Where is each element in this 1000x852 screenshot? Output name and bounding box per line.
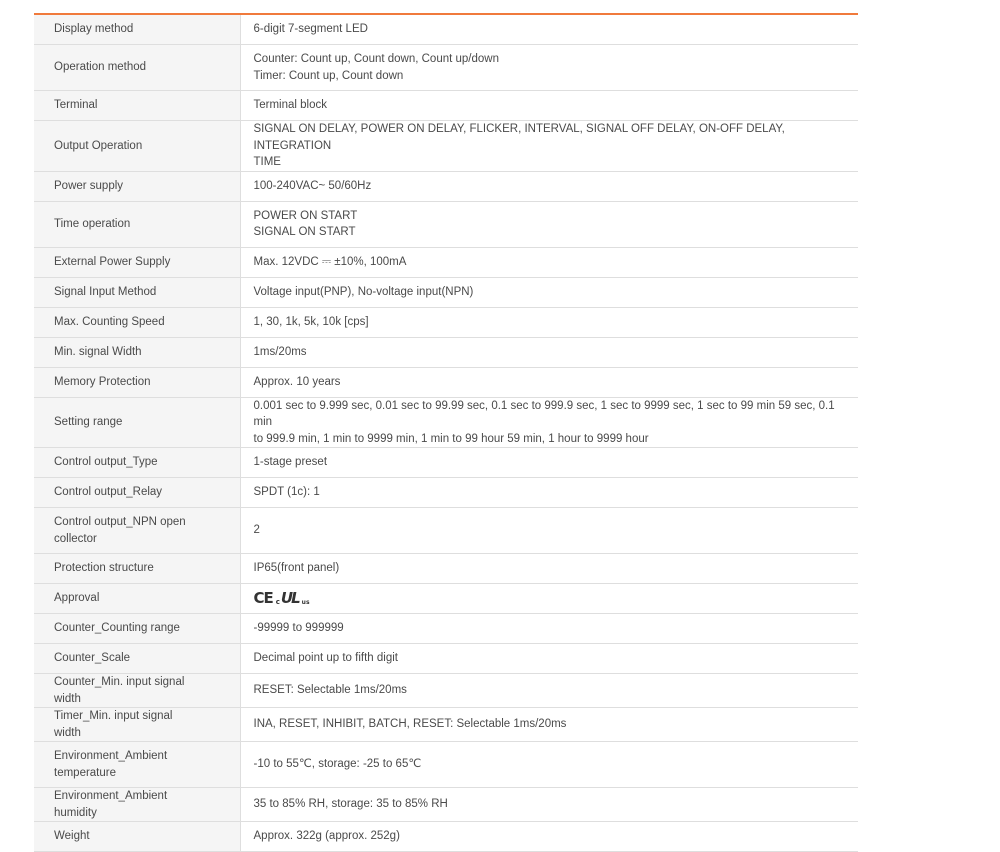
value-line: SIGNAL ON DELAY, POWER ON DELAY, FLICKER, INTERVAL, SIGNAL OFF DELAY, ON-OFF DELAY, INTEGRATION [253,123,785,152]
row-label: External Power Supply [34,247,240,277]
value-line: Approx. 10 years [253,375,341,388]
value-line: 35 to 85% RH, storage: 35 to 85% RH [253,798,448,811]
row-value [240,14,858,45]
row-label: Environment_Ambient temperature [34,742,240,788]
row-value [240,822,858,852]
row-value [240,742,858,788]
table-row [34,742,858,788]
table-row [34,337,858,367]
table-row [34,708,858,742]
row-value [240,614,858,644]
row-value [240,91,858,121]
row-label: Display method [34,14,240,45]
table-row [34,201,858,247]
table-row [34,277,858,307]
value-line: 0.001 sec to 9.999 sec, 0.01 sec to 99.99 sec, 0.1 sec to 999.9 sec, 1 sec to 9999 sec, 1 sec to 99 min 59 sec, 0.1 min [253,399,835,428]
row-value [240,201,858,247]
row-label: Approval [34,584,240,614]
table-row [34,307,858,337]
row-value [240,171,858,201]
table-row [34,45,858,91]
table-row [34,644,858,674]
row-label: Terminal [34,91,240,121]
row-value [240,397,858,448]
ul-mark-logo: UL [280,588,299,607]
row-value [240,121,858,172]
row-label: Min. signal Width [34,337,240,367]
row-label: Output Operation [34,121,240,172]
spec-table-container [34,13,858,852]
table-row [34,14,858,45]
value-line: Terminal block [253,99,327,112]
row-label: Signal Input Method [34,277,240,307]
value-line: IP65(front panel) [253,562,340,575]
table-row [34,614,858,644]
table-row [34,171,858,201]
row-label: Timer_Min. input signal width [34,708,240,742]
row-label: Control output_Type [34,448,240,478]
value-line: Counter: Count up, Count down, Count up/down [253,53,499,65]
row-label: Environment_Ambient humidity [34,788,240,822]
approval-logos [253,588,310,607]
value-line: 6-digit 7-segment LED [253,23,368,36]
row-value [240,45,858,91]
ce-mark-logo: CE [253,588,273,607]
table-row [34,822,858,852]
row-label: Setting range [34,397,240,448]
value-line: 1-stage preset [253,456,328,469]
row-label: Counter_Scale [34,644,240,674]
value-line: Timer: Count up, Count down [253,69,404,82]
table-row [34,674,858,708]
row-value [240,674,858,708]
value-line: Decimal point up to fifth digit [253,652,398,665]
ul-us-mark: us [301,598,310,606]
row-value [240,508,858,554]
row-label: Weight [34,822,240,852]
row-label: Protection structure [34,554,240,584]
row-label: Memory Protection [34,367,240,397]
table-row [34,247,858,277]
table-row [34,367,858,397]
value-line: SIGNAL ON START [253,226,356,238]
table-row [34,508,858,554]
table-row [34,788,858,822]
value-line: -10 to 55℃, storage: -25 to 65℃ [253,758,422,771]
value-line: 2 [253,524,260,537]
row-label: Max. Counting Speed [34,307,240,337]
table-row [34,448,858,478]
value-line: RESET: Selectable 1ms/20ms [253,684,407,697]
value-line: SPDT (1c): 1 [253,486,320,499]
row-value [240,584,858,614]
value-line: 100-240VAC~ 50/60Hz [253,179,372,192]
ul-canada-mark: c [275,597,280,606]
row-label: Counter_Counting range [34,614,240,644]
value-line: 1ms/20ms [253,345,307,358]
value-line: Max. 12VDC ⎓ ±10%, 100mA [253,255,407,268]
table-row [34,91,858,121]
value-line: Voltage input(PNP), No-voltage input(NPN) [253,285,474,298]
row-value [240,554,858,584]
row-label: Control output_Relay [34,478,240,508]
row-label: Control output_NPN open collector [34,508,240,554]
row-value [240,307,858,337]
row-value [240,644,858,674]
value-line: to 999.9 min, 1 min to 9999 min, 1 min to 99 hour 59 min, 1 hour to 9999 hour [253,432,649,445]
row-label: Time operation [34,201,240,247]
row-value [240,277,858,307]
table-row [34,584,858,614]
value-line: Approx. 322g (approx. 252g) [253,830,400,843]
row-value [240,478,858,508]
table-row [34,478,858,508]
value-line: 1, 30, 1k, 5k, 10k [cps] [253,315,369,328]
value-line: -99999 to 999999 [253,622,344,635]
row-value [240,788,858,822]
table-row [34,554,858,584]
row-value [240,708,858,742]
row-label: Counter_Min. input signal width [34,674,240,708]
row-label: Power supply [34,171,240,201]
row-value [240,247,858,277]
row-label: Operation method [34,45,240,91]
spec-table [34,13,858,852]
table-row [34,121,858,172]
table-row [34,397,858,448]
row-value [240,337,858,367]
value-line: POWER ON START [253,209,358,222]
value-line: INA, RESET, INHIBIT, BATCH, RESET: Selectable 1ms/20ms [253,718,567,731]
value-line: TIME [253,156,281,168]
row-value [240,367,858,397]
row-value [240,448,858,478]
